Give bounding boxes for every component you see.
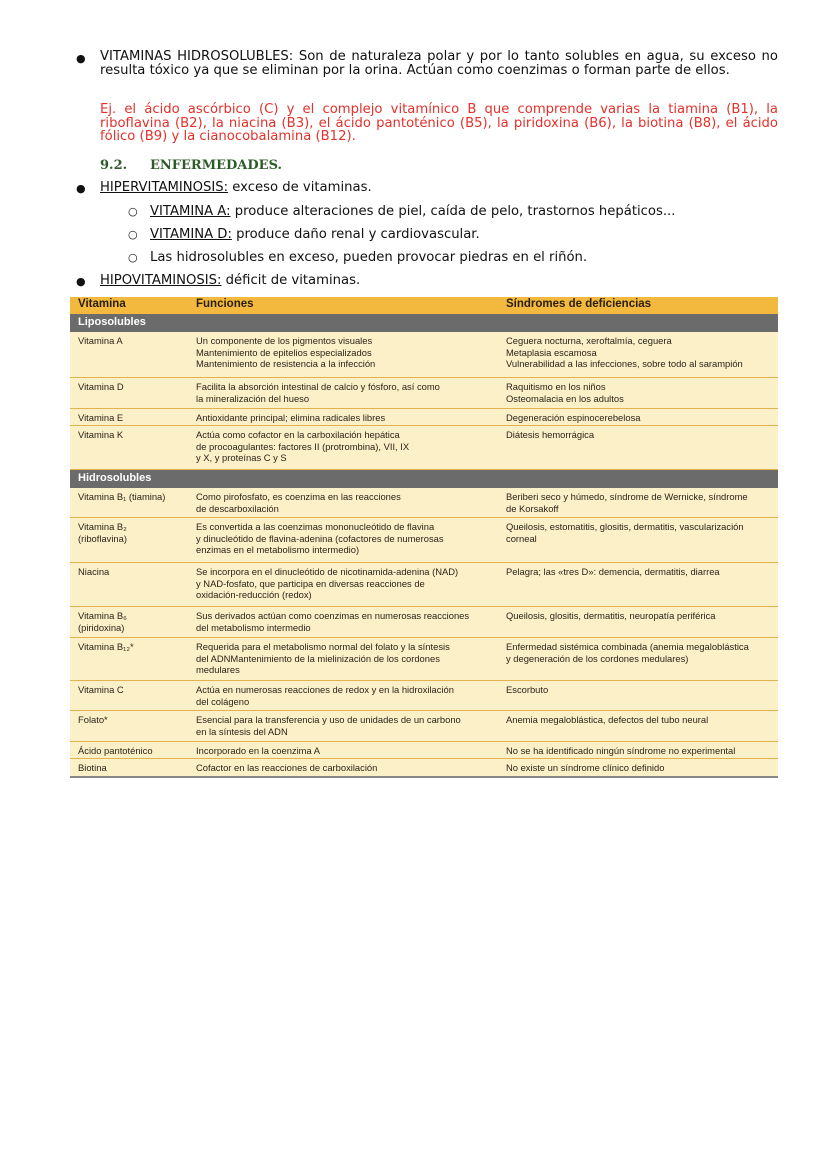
hipervitaminosis-text: exceso de vitaminas. (228, 180, 372, 195)
section-title: ENFERMEDADES. (150, 158, 283, 173)
table-row (70, 711, 778, 742)
sub-item (150, 204, 675, 219)
vitamin-name: Vitamina K (78, 429, 124, 440)
deficiency-syndromes: Queilosis, glositis, dermatitis, neuropatía periférica (506, 610, 716, 621)
table-section-row (70, 470, 778, 488)
circle-bullet-icon: ○ (128, 205, 138, 218)
table-row (70, 681, 778, 711)
vitamin-name: Niacina (78, 566, 110, 577)
deficiency-syndromes: No se ha identificado ningún síndrome no experimental (506, 745, 736, 756)
hidrosolubles-text: Son de naturaleza polar y por lo tanto solubles en agua, su exceso no resulta tóxico ya que se eliminan por la orina. Actúan como coenzimas o forman parte de ellos. (100, 49, 778, 78)
example-paragraph: Ej. el ácido ascórbico (C) y el complejo vitamínico B que comprende varias la tiamina (B1), la riboflavina (B2), la niacina (B3), el ácido pantoténico (B5), la piridoxina (B6), la biotina (B8), el ácido fólico (B9) y la cianocobalamina (B12). (100, 102, 778, 144)
header-vitamin: Vitamina (78, 298, 126, 310)
deficiency-syndromes: No existe un síndrome clínico definido (506, 762, 665, 773)
deficiency-syndromes: Escorbuto (506, 684, 549, 695)
hidrosolubles-title: VITAMINAS HIDROSOLUBLES: (100, 49, 294, 64)
sub-item (150, 250, 587, 265)
vitamin-functions: Sus derivados actúan como coenzimas en numerosas reacciones del metabolismo intermedio (196, 610, 470, 633)
vitamin-name: Vitamina C (78, 684, 124, 695)
deficiency-syndromes: Enfermedad sistémica combinada (anemia megaloblástica y degeneración de los cordones medulares) (506, 641, 749, 664)
vitamin-name: Vitamina E (78, 412, 124, 423)
table-row (70, 378, 778, 409)
deficiency-syndromes: Degeneración espinocerebelosa (506, 412, 641, 423)
vitamin-name: Vitamina B₁ (tiamina) (78, 491, 166, 502)
sub-item-text: Las hidrosolubles en exceso, pueden provocar piedras en el riñón. (150, 250, 588, 265)
table-row (70, 638, 778, 681)
deficiency-syndromes: Beriberi seco y húmedo, síndrome de Wernicke, síndrome de Korsakoff (506, 491, 748, 514)
table-row (70, 426, 778, 470)
table-row (70, 742, 778, 759)
vitamin-functions: Como pirofosfato, es coenzima en las reacciones de descarboxilación (196, 491, 401, 514)
vitamin-functions: Antioxidante principal; elimina radicales libres (196, 412, 386, 423)
deficiency-syndromes: Anemia megaloblástica, defectos del tubo neural (506, 714, 709, 725)
section-label: Liposolubles (78, 316, 146, 328)
sub-item (150, 227, 480, 242)
section-heading (100, 158, 282, 173)
sub-item-label: VITAMINA A: (150, 204, 231, 219)
vitamin-functions: Esencial para la transferencia y uso de unidades de un carbono en la síntesis del ADN (196, 714, 461, 737)
header-deficiencies: Síndromes de deficiencias (506, 298, 652, 310)
vitamins-table (70, 297, 778, 778)
hipovitaminosis-line (100, 273, 360, 288)
vitamin-functions: Cofactor en las reacciones de carboxilación (196, 762, 378, 773)
vitamin-name: Vitamina A (78, 335, 123, 346)
hipervitaminosis-label: HIPERVITAMINOSIS: (100, 180, 229, 195)
vitamin-name: Vitamina D (78, 381, 124, 392)
section-number: 9.2. (100, 158, 128, 173)
deficiency-syndromes: Raquitismo en los niños Osteomalacia en los adultos (506, 381, 624, 404)
deficiency-syndromes: Diátesis hemorrágica (506, 429, 595, 440)
deficiency-syndromes: Ceguera nocturna, xeroftalmía, ceguera Metaplasia escamosa Vulnerabilidad a las infecciones, sobre todo al sarampión (506, 335, 743, 369)
table-row (70, 607, 778, 638)
table-header-row (70, 297, 778, 314)
hipovitaminosis-text: déficit de vitaminas. (221, 273, 361, 288)
vitamin-functions: Facilita la absorción intestinal de calcio y fósforo, así como la mineralización del hueso (196, 381, 440, 404)
deficiency-syndromes: Queilosis, estomatitis, glositis, dermatitis, vascularización corneal (506, 521, 744, 544)
table-row (70, 518, 778, 563)
vitamin-name: Vitamina B₂ (riboflavina) (78, 521, 127, 544)
sub-item-label: VITAMINA D: (150, 227, 232, 242)
vitamin-functions: Actúa como cofactor en la carboxilación hepática de procoagulantes: factores II (protrombina), VII, IX y X, y proteínas C y S (196, 429, 410, 463)
circle-bullet-icon: ○ (128, 251, 138, 264)
bullet-icon: ● (76, 275, 86, 288)
table-row (70, 488, 778, 518)
table-section-row (70, 314, 778, 332)
vitamin-name: Biotina (78, 762, 107, 773)
deficiency-syndromes: Pelagra; las «tres D»: demencia, dermatitis, diarrea (506, 566, 720, 577)
vitamin-functions: Se incorpora en el dinucleótido de nicotinamida-adenina (NAD) y NAD-fosfato, que participa en diversas reacciones de oxidación-reducción (redox) (196, 566, 459, 600)
vitamin-name: Ácido pantoténico (78, 745, 153, 756)
table-row (70, 409, 778, 426)
hipervitaminosis-line (100, 180, 372, 195)
vitamin-functions: Un componente de los pigmentos visuales Mantenimiento de epitelios especializados Mantenimiento de resistencia a la infección (196, 335, 376, 369)
vitamin-functions: Incorporado en la coenzima A (196, 745, 321, 756)
vitamin-functions: Es convertida a las coenzimas mononucleótido de flavina y dinucleótido de flavina-adenina (cofactores de numerosas enzimas en el metabolismo intermedio) (196, 521, 444, 555)
table-row (70, 563, 778, 607)
table-row (70, 759, 778, 778)
vitamin-name: Folato* (78, 714, 108, 725)
vitamin-name: Vitamina B₆ (piridoxina) (78, 610, 127, 633)
bullet-icon: ● (76, 52, 86, 65)
sub-item-text: produce daño renal y cardiovascular. (231, 227, 480, 242)
circle-bullet-icon: ○ (128, 228, 138, 241)
vitamin-name: Vitamina B₁₂* (78, 641, 134, 652)
section-label: Hidrosolubles (78, 472, 152, 484)
sub-item-text: produce alteraciones de piel, caída de pelo, trastornos hepáticos... (230, 204, 676, 219)
table-row (70, 332, 778, 378)
vitamin-functions: Requerida para el metabolismo normal del folato y la síntesis del ADNMantenimiento de la mielinización de los cordones medulares (196, 641, 450, 675)
hipovitaminosis-label: HIPOVITAMINOSIS: (100, 273, 222, 288)
vitamin-functions: Actúa en numerosas reacciones de redox y en la hidroxilación del colágeno (196, 684, 454, 707)
header-functions: Funciones (196, 298, 254, 310)
bullet-icon: ● (76, 182, 86, 195)
hidrosolubles-paragraph (100, 50, 778, 77)
